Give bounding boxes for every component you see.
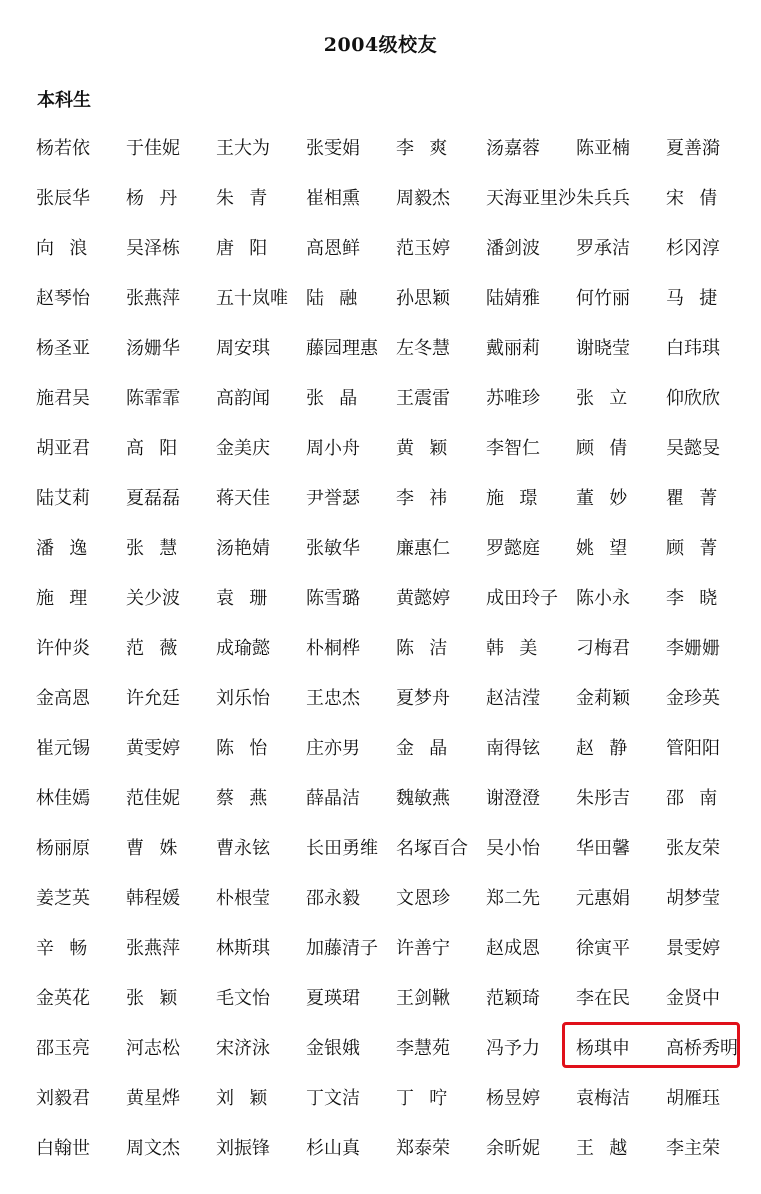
alumni-name: 杨圣亚 — [36, 338, 90, 359]
alumni-name: 汤姗华 — [126, 338, 180, 359]
alumni-name: 吴懿旻 — [666, 438, 720, 459]
name-row — [36, 434, 732, 484]
alumni-name: 许允廷 — [126, 688, 180, 709]
alumni-name: 黄星烨 — [126, 1088, 180, 1109]
alumni-name: 杨丽原 — [36, 838, 90, 859]
alumni-name: 顾菁 — [666, 538, 733, 559]
alumni-name: 成田玲子 — [486, 588, 558, 609]
alumni-name: 陈小永 — [576, 588, 630, 609]
page-title: 2004级校友 — [323, 34, 438, 56]
alumni-name: 林斯琪 — [216, 938, 270, 959]
alumni-name: 朱彤吉 — [576, 788, 630, 809]
alumni-name: 赵洁滢 — [486, 688, 540, 709]
alumni-name: 胡梦莹 — [666, 888, 720, 909]
name-row — [36, 234, 732, 284]
alumni-name: 李祎 — [396, 488, 463, 509]
alumni-name: 徐寅平 — [576, 938, 630, 959]
alumni-name: 文恩珍 — [396, 888, 450, 909]
alumni-name: 王大为 — [216, 138, 270, 159]
alumni-name: 郑二先 — [486, 888, 540, 909]
alumni-name: 刘毅君 — [36, 1088, 90, 1109]
alumni-name: 朱青 — [216, 188, 283, 209]
alumni-name: 宋济泳 — [216, 1038, 270, 1059]
alumni-name: 长田勇维 — [306, 838, 378, 859]
alumni-name: 刘颖 — [216, 1088, 283, 1109]
alumni-name: 天海亚里沙 — [486, 188, 576, 209]
alumni-name: 朴桐桦 — [306, 638, 360, 659]
alumni-name: 吴小怡 — [486, 838, 540, 859]
alumni-name: 瞿菁 — [666, 488, 733, 509]
name-row — [36, 1134, 732, 1184]
name-row — [36, 334, 732, 384]
section-heading: 本科生 — [37, 90, 91, 111]
alumni-name: 辛畅 — [36, 938, 103, 959]
alumni-name: 朴根莹 — [216, 888, 270, 909]
alumni-name: 施璟 — [486, 488, 553, 509]
alumni-name: 庄亦男 — [306, 738, 360, 759]
alumni-name: 向浪 — [36, 238, 103, 259]
alumni-name: 曹永铉 — [216, 838, 270, 859]
alumni-name: 元惠娟 — [576, 888, 630, 909]
alumni-name: 夏瑛珺 — [306, 988, 360, 1009]
alumni-name: 夏梦舟 — [396, 688, 450, 709]
alumni-name: 陈亚楠 — [576, 138, 630, 159]
name-row — [36, 934, 732, 984]
alumni-name: 潘剑波 — [486, 238, 540, 259]
alumni-name: 张辰华 — [36, 188, 90, 209]
alumni-name: 赵成恩 — [486, 938, 540, 959]
alumni-name: 李主荣 — [666, 1138, 720, 1159]
alumni-name: 汤嘉蓉 — [486, 138, 540, 159]
alumni-name: 冯予力 — [486, 1038, 540, 1059]
name-row — [36, 1084, 732, 1134]
alumni-name: 金英花 — [36, 988, 90, 1009]
alumni-name: 廉惠仁 — [396, 538, 450, 559]
alumni-name: 邵玉亮 — [36, 1038, 90, 1059]
alumni-name: 成瑜懿 — [216, 638, 270, 659]
alumni-name: 范薇 — [126, 638, 193, 659]
alumni-name: 周毅杰 — [396, 188, 450, 209]
alumni-name: 王越 — [576, 1138, 643, 1159]
alumni-name: 金珍英 — [666, 688, 720, 709]
alumni-name: 杉冈淳 — [666, 238, 720, 259]
name-row — [36, 634, 732, 684]
alumni-name: 苏唯珍 — [486, 388, 540, 409]
alumni-name: 刘振锋 — [216, 1138, 270, 1159]
alumni-name: 周小舟 — [306, 438, 360, 459]
alumni-name: 张晶 — [306, 388, 373, 409]
alumni-name: 陈霏霏 — [126, 388, 180, 409]
alumni-name: 崔元锡 — [36, 738, 90, 759]
alumni-name: 施君吴 — [36, 388, 90, 409]
alumni-name: 夏磊磊 — [126, 488, 180, 509]
alumni-name: 高桥秀明 — [666, 1038, 738, 1059]
alumni-name: 五十岚唯 — [216, 288, 288, 309]
alumni-name: 胡雁珏 — [666, 1088, 720, 1109]
alumni-name: 陆艾莉 — [36, 488, 90, 509]
alumni-name: 陈洁 — [396, 638, 463, 659]
alumni-name: 赵琴怡 — [36, 288, 90, 309]
alumni-name: 宋倩 — [666, 188, 733, 209]
alumni-name: 杨琪申 — [576, 1038, 630, 1059]
alumni-name: 蔡燕 — [216, 788, 283, 809]
alumni-name: 左冬慧 — [396, 338, 450, 359]
alumni-name: 刁梅君 — [576, 638, 630, 659]
alumni-name: 唐阳 — [216, 238, 283, 259]
alumni-name: 姚望 — [576, 538, 643, 559]
alumni-name: 邵南 — [666, 788, 733, 809]
name-row — [36, 484, 732, 534]
alumni-name: 高韵闻 — [216, 388, 270, 409]
alumni-name: 李晓 — [666, 588, 733, 609]
alumni-name: 仰欣欣 — [666, 388, 720, 409]
alumni-name: 郑泰荣 — [396, 1138, 450, 1159]
name-row — [36, 134, 732, 184]
alumni-name: 崔相熏 — [306, 188, 360, 209]
alumni-name: 金莉颖 — [576, 688, 630, 709]
alumni-name: 谢澄澄 — [486, 788, 540, 809]
alumni-name: 顾倩 — [576, 438, 643, 459]
alumni-name: 管阳阳 — [666, 738, 720, 759]
alumni-name: 黄颖 — [396, 438, 463, 459]
alumni-name: 朱兵兵 — [576, 188, 630, 209]
alumni-name: 蒋天佳 — [216, 488, 270, 509]
alumni-name: 夏善漪 — [666, 138, 720, 159]
alumni-name: 陈怡 — [216, 738, 283, 759]
alumni-name: 邵永毅 — [306, 888, 360, 909]
alumni-name: 姜芝英 — [36, 888, 90, 909]
alumni-name: 黄雯婷 — [126, 738, 180, 759]
alumni-name: 罗懿庭 — [486, 538, 540, 559]
alumni-name: 李姗姗 — [666, 638, 720, 659]
alumni-name: 何竹丽 — [576, 288, 630, 309]
alumni-name: 周文杰 — [126, 1138, 180, 1159]
alumni-name: 景雯婷 — [666, 938, 720, 959]
alumni-name: 李智仁 — [486, 438, 540, 459]
alumni-name: 许善宁 — [396, 938, 450, 959]
alumni-name: 林佳嫣 — [36, 788, 90, 809]
alumni-name: 陆婧雅 — [486, 288, 540, 309]
alumni-name: 韩美 — [486, 638, 553, 659]
alumni-name: 孙思颖 — [396, 288, 450, 309]
alumni-name: 许仲炎 — [36, 638, 90, 659]
name-row — [36, 884, 732, 934]
alumni-name: 王剑鞦 — [396, 988, 450, 1009]
alumni-name: 张敏华 — [306, 538, 360, 559]
alumni-name: 谢晓莹 — [576, 338, 630, 359]
alumni-name: 尹誉瑟 — [306, 488, 360, 509]
alumni-name: 名塚百合 — [396, 838, 468, 859]
alumni-name: 周安琪 — [216, 338, 270, 359]
alumni-name: 金贤中 — [666, 988, 720, 1009]
alumni-name: 金晶 — [396, 738, 463, 759]
alumni-name: 韩程媛 — [126, 888, 180, 909]
alumni-name: 曹姝 — [126, 838, 193, 859]
alumni-name: 丁文洁 — [306, 1088, 360, 1109]
alumni-name: 赵静 — [576, 738, 643, 759]
alumni-name: 金银娥 — [306, 1038, 360, 1059]
alumni-name: 于佳妮 — [126, 138, 180, 159]
alumni-name: 华田馨 — [576, 838, 630, 859]
alumni-name: 戴丽莉 — [486, 338, 540, 359]
alumni-name: 范颖琦 — [486, 988, 540, 1009]
highlight-box — [562, 1022, 740, 1068]
alumni-name: 施理 — [36, 588, 103, 609]
alumni-name: 薛晶洁 — [306, 788, 360, 809]
alumni-name: 陆融 — [306, 288, 373, 309]
alumni-name: 张友荣 — [666, 838, 720, 859]
alumni-name: 毛文怡 — [216, 988, 270, 1009]
alumni-name: 金美庆 — [216, 438, 270, 459]
alumni-name: 金高恩 — [36, 688, 90, 709]
alumni-name: 张慧 — [126, 538, 193, 559]
alumni-name: 加藤清子 — [306, 938, 378, 959]
alumni-name: 魏敏燕 — [396, 788, 450, 809]
alumni-name: 关少波 — [126, 588, 180, 609]
name-row — [36, 284, 732, 334]
alumni-name: 董妙 — [576, 488, 643, 509]
name-row — [36, 184, 732, 234]
alumni-name: 张燕萍 — [126, 288, 180, 309]
alumni-name: 河志松 — [126, 1038, 180, 1059]
alumni-name: 汤艳婧 — [216, 538, 270, 559]
alumni-name: 藤园理惠 — [306, 338, 378, 359]
name-row — [36, 534, 732, 584]
alumni-name: 张燕萍 — [126, 938, 180, 959]
alumni-name: 白翰世 — [36, 1138, 90, 1159]
alumni-name: 张立 — [576, 388, 643, 409]
name-row — [36, 834, 732, 884]
alumni-name: 张颖 — [126, 988, 193, 1009]
alumni-name: 袁珊 — [216, 588, 283, 609]
alumni-name: 黄懿婷 — [396, 588, 450, 609]
alumni-name: 高阳 — [126, 438, 193, 459]
name-row — [36, 584, 732, 634]
alumni-name: 余昕妮 — [486, 1138, 540, 1159]
alumni-name: 胡亚君 — [36, 438, 90, 459]
name-row — [36, 784, 732, 834]
alumni-name: 李爽 — [396, 138, 463, 159]
alumni-name: 高恩鲜 — [306, 238, 360, 259]
alumni-name: 刘乐怡 — [216, 688, 270, 709]
alumni-name: 李慧苑 — [396, 1038, 450, 1059]
alumni-name: 杨若依 — [36, 138, 90, 159]
alumni-name: 南得铉 — [486, 738, 540, 759]
alumni-name: 白玮琪 — [666, 338, 720, 359]
alumni-name: 陈雪璐 — [306, 588, 360, 609]
name-row — [36, 684, 732, 734]
name-row — [36, 384, 732, 434]
alumni-name: 马捷 — [666, 288, 733, 309]
alumni-name: 杉山真 — [306, 1138, 360, 1159]
alumni-name: 袁梅洁 — [576, 1088, 630, 1109]
alumni-name: 丁咛 — [396, 1088, 463, 1109]
alumni-name: 罗承洁 — [576, 238, 630, 259]
alumni-name: 潘逸 — [36, 538, 103, 559]
alumni-name: 杨丹 — [126, 188, 193, 209]
alumni-name: 范佳妮 — [126, 788, 180, 809]
alumni-name: 王忠杰 — [306, 688, 360, 709]
alumni-name: 杨昱婷 — [486, 1088, 540, 1109]
alumni-name: 张雯娟 — [306, 138, 360, 159]
name-row — [36, 734, 732, 784]
alumni-name: 李在民 — [576, 988, 630, 1009]
alumni-name: 吴泽栋 — [126, 238, 180, 259]
alumni-name: 王震雷 — [396, 388, 450, 409]
alumni-name: 范玉婷 — [396, 238, 450, 259]
